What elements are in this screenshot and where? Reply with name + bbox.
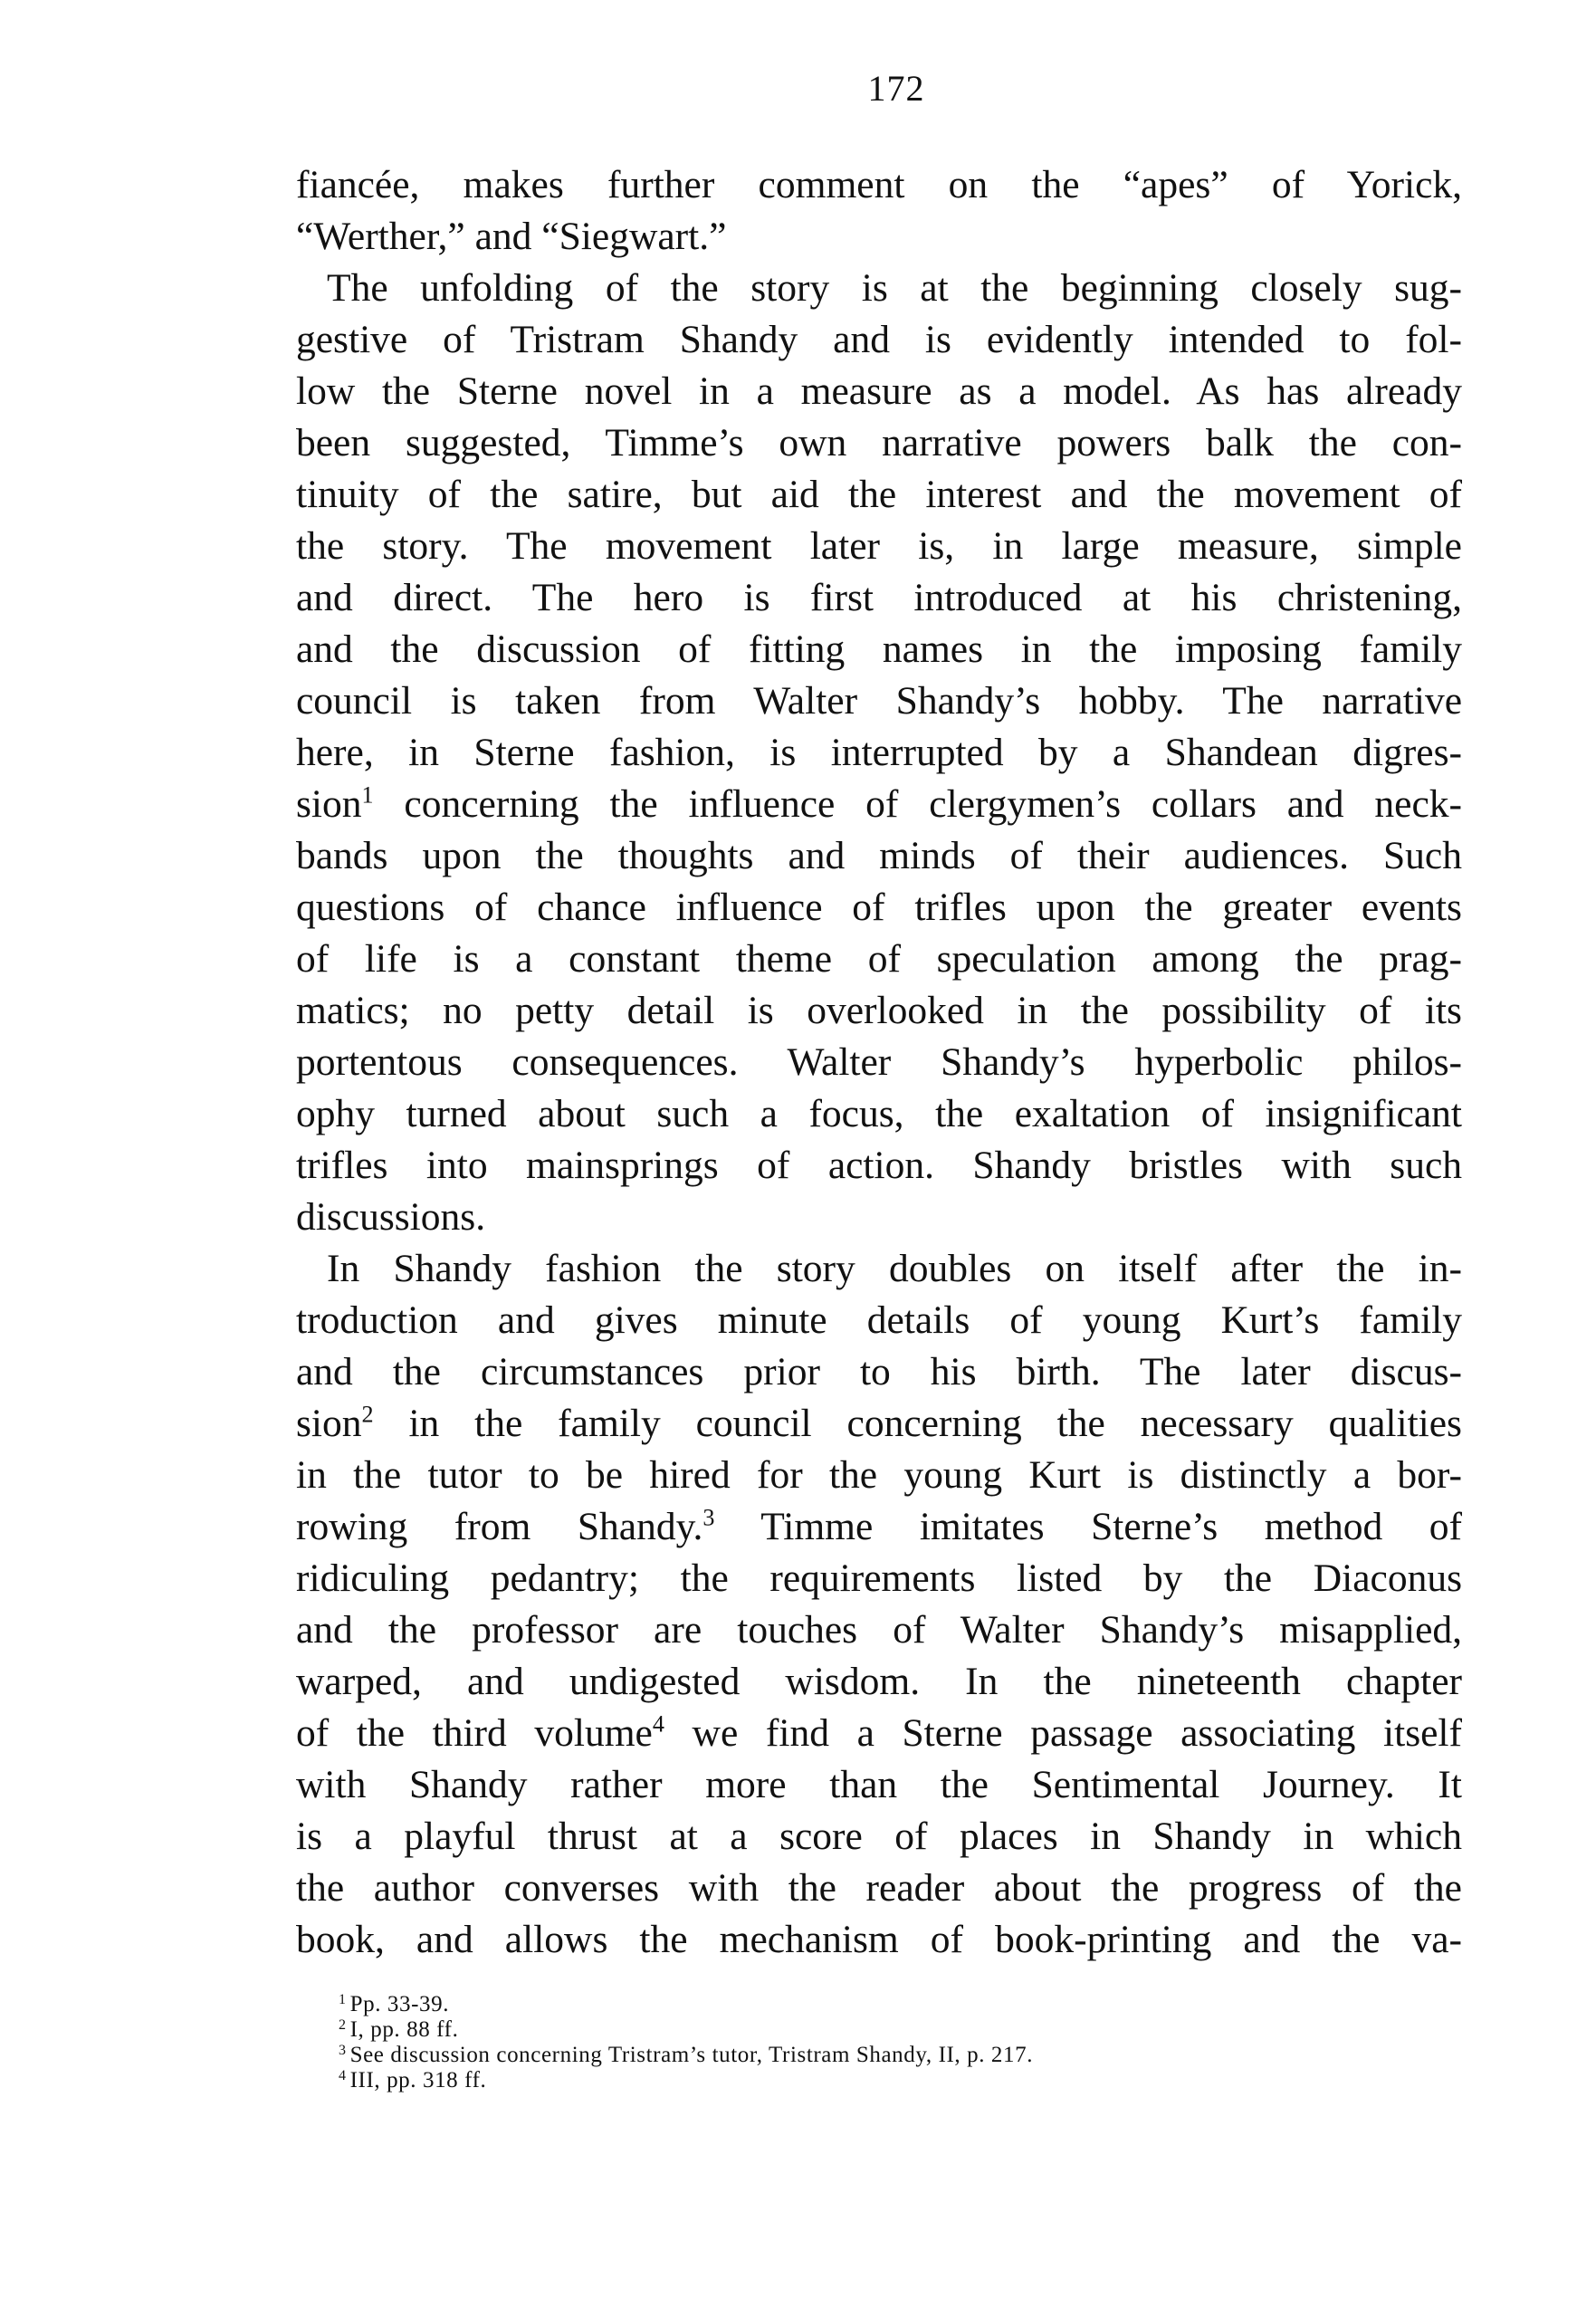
text-line: of life is a constant theme of speculation among the prag-	[296, 937, 1462, 981]
text-line: matics; no petty detail is overlooked in the possibility of its	[296, 989, 1462, 1032]
footnote-mark: 1	[339, 1992, 347, 2007]
footnote-mark: 2	[339, 2017, 347, 2033]
page-number: 172	[867, 68, 925, 109]
text-line: tinuity of the satire, but aid the interest and the movement of	[296, 473, 1462, 516]
text-line: book, and allows the mechanism of book-printing and the va-	[296, 1918, 1462, 1961]
paragraph-start-line: The unfolding of the story is at the beginning closely sug-	[327, 266, 1462, 310]
text-line: fiancée, makes further comment on the “apes” of Yorick,	[296, 163, 1462, 206]
text-line: been suggested, Timme’s own narrative powers balk the con-	[296, 421, 1462, 464]
text-segment: sion	[296, 1402, 362, 1445]
footnote-text: I, pp. 88 ff.	[349, 2017, 459, 2042]
text-line: in the tutor to be hired for the young Kurt is distinctly a bor-	[296, 1453, 1462, 1497]
text-line: ophy turned about such a focus, the exaltation of insignificant	[296, 1092, 1462, 1135]
text-line: low the Sterne novel in a measure as a model. As has already	[296, 369, 1462, 413]
text-line: gestive of Tristram Shandy and is evidently intended to fol-	[296, 318, 1462, 361]
text-line: troduction and gives minute details of young Kurt’s family	[296, 1298, 1462, 1342]
text-line: is a playful thrust at a score of places in Shandy in which	[296, 1815, 1462, 1858]
text-line: the story. The movement later is, in large measure, simple	[296, 524, 1462, 568]
text-line: ridiculing pedantry; the requirements listed by the Diaconus	[296, 1556, 1462, 1600]
text-line: warped, and undigested wisdom. In the nineteenth chapter	[296, 1660, 1462, 1703]
text-line: council is taken from Walter Shandy’s hobby. The narrative	[296, 679, 1462, 723]
text-segment: sion	[296, 782, 362, 826]
text-line: with Shandy rather more than the Sentimental Journey. It	[296, 1763, 1462, 1806]
footnote-4	[339, 2064, 1461, 2093]
text-line: and the circumstances prior to his birth. The later discus-	[296, 1350, 1462, 1393]
footnote-text: See discussion concerning Tristram’s tutor, Tristram Shandy, II, p. 217.	[349, 2043, 1034, 2067]
footnote-ref-3[interactable]: 3	[702, 1504, 715, 1531]
text-line: bands upon the thoughts and minds of their audiences. Such	[296, 834, 1462, 877]
text-segment: we find a Sterne passage associating itself	[664, 1711, 1463, 1755]
footnote-3	[339, 2038, 1461, 2067]
footnote-text: Pp. 33-39.	[349, 1992, 450, 2016]
text-segment: of the third volume	[296, 1711, 653, 1755]
footnote-mark: 3	[339, 2043, 347, 2058]
text-line-with-footnote-ref	[296, 1501, 1462, 1553]
text-line: the author converses with the reader about the progress of the	[296, 1866, 1462, 1910]
paragraph-start-line: In Shandy fashion the story doubles on itself after the in-	[327, 1247, 1462, 1290]
footnote-ref-4[interactable]: 4	[652, 1710, 664, 1738]
body-text	[296, 159, 1462, 1966]
footnote-mark: 4	[339, 2068, 347, 2083]
text-line: questions of chance influence of trifles upon the greater events	[296, 886, 1462, 929]
text-segment: Timme imitates Sterne’s method of	[714, 1505, 1462, 1548]
text-segment: in the family council concerning the necessary qualities	[373, 1402, 1462, 1445]
footnote-1	[339, 1987, 1461, 2016]
text-line-with-footnote-ref	[296, 779, 1462, 830]
text-line: and the discussion of fitting names in the imposing family	[296, 627, 1462, 671]
footnote-ref-2[interactable]: 2	[361, 1401, 374, 1428]
text-line: portentous consequences. Walter Shandy’s hyperbolic philos-	[296, 1040, 1462, 1084]
footnote-text: III, pp. 318 ff.	[349, 2068, 487, 2093]
text-line: and direct. The hero is first introduced at his christening,	[296, 576, 1462, 619]
footnote-ref-1[interactable]: 1	[361, 781, 374, 809]
text-line: “Werther,” and “Siegwart.”	[296, 215, 727, 258]
text-line: and the professor are touches of Walter Shandy’s misapplied,	[296, 1608, 1462, 1652]
text-line-with-footnote-ref	[296, 1398, 1462, 1450]
text-segment: rowing from Shandy.	[296, 1505, 703, 1548]
text-line: discussions.	[296, 1195, 486, 1239]
text-line: trifles into mainsprings of action. Shandy bristles with such	[296, 1144, 1462, 1187]
text-segment: concerning the influence of clergymen’s collars and neck-	[373, 782, 1462, 826]
footnote-2	[339, 2013, 1461, 2042]
footnotes	[339, 1987, 1461, 2093]
text-line-with-footnote-ref	[296, 1708, 1462, 1759]
text-line: here, in Sterne fashion, is interrupted by a Shandean digres-	[296, 731, 1462, 774]
